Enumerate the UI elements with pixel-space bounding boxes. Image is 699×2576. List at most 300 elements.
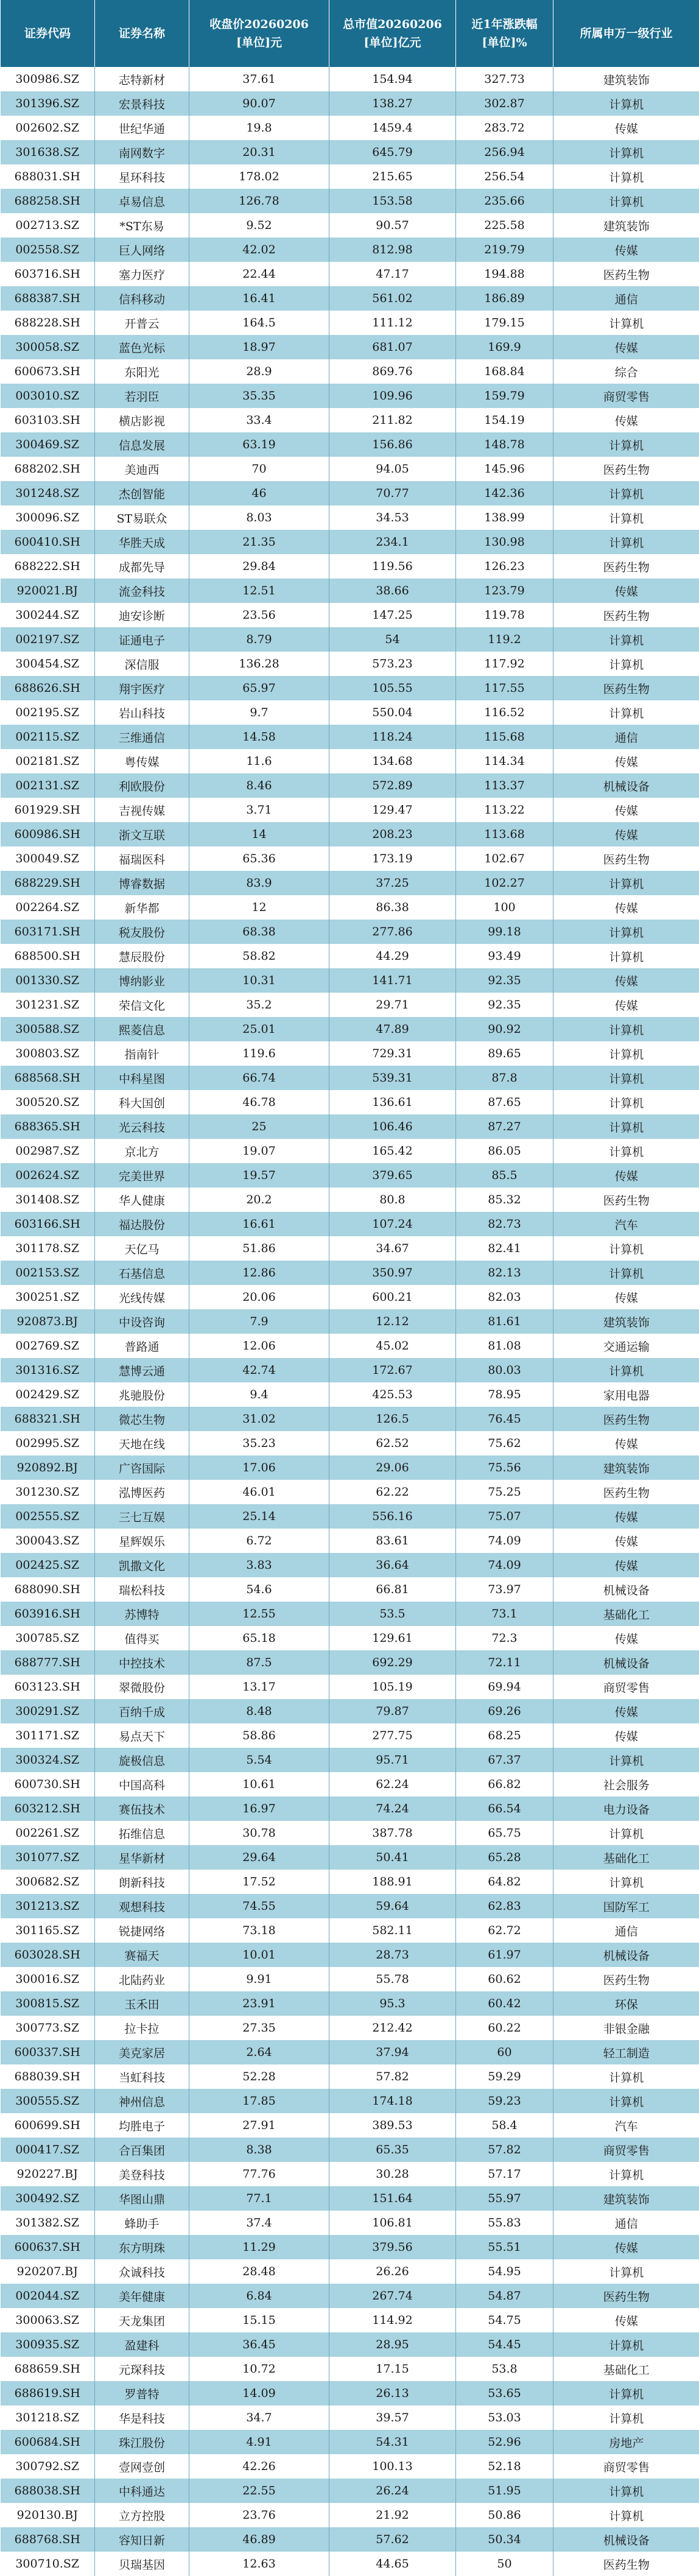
cell-industry: 医药生物 [553,262,699,286]
table-row [1,652,699,676]
table-row [1,2016,699,2040]
cell-market-cap: 561.02 [329,286,456,311]
cell-market-cap: 57.62 [329,2527,456,2552]
cell-name: 美登科技 [95,2162,189,2186]
cell-name: 巨人网络 [95,238,189,262]
cell-name: 福瑞医科 [95,846,189,871]
cell-market-cap: 34.53 [329,505,456,530]
table-row [1,1602,699,1626]
cell-industry: 传媒 [553,822,699,846]
cell-name: 当虹科技 [95,2064,189,2089]
cell-name: 赛福天 [95,1943,189,1967]
cell-industry: 建筑装饰 [553,1309,699,1334]
cell-price: 14.09 [189,2381,329,2405]
cell-code: 600337.SH [1,2040,95,2064]
cell-code: 300555.SZ [1,2089,95,2113]
cell-change: 74.09 [456,1529,553,1553]
cell-name: 翠微股份 [95,1675,189,1699]
cell-name: 粤传媒 [95,749,189,773]
cell-market-cap: 80.8 [329,1188,456,1212]
cell-change: 283.72 [456,116,553,140]
table-row [1,1626,699,1650]
cell-price: 8.79 [189,627,329,652]
cell-market-cap: 539.31 [329,1066,456,1090]
cell-code: 603103.SH [1,408,95,432]
table-row [1,1358,699,1382]
cell-code: 600684.SH [1,2430,95,2454]
cell-market-cap: 105.55 [329,676,456,700]
cell-market-cap: 141.71 [329,968,456,993]
cell-change: 148.78 [456,432,553,457]
cell-market-cap: 94.05 [329,457,456,481]
cell-code: 688365.SH [1,1114,95,1139]
table-row [1,1991,699,2016]
cell-name: 成都先导 [95,554,189,579]
cell-price: 8.48 [189,1699,329,1723]
cell-name: 凯撒文化 [95,1553,189,1577]
cell-change: 82.13 [456,1261,553,1285]
cell-industry: 计算机 [553,140,699,164]
cell-price: 20.31 [189,140,329,164]
cell-change: 86.05 [456,1139,553,1163]
cell-name: 若羽臣 [95,384,189,408]
cell-change: 72.11 [456,1650,553,1675]
table-row [1,1090,699,1114]
cell-name: 神州信息 [95,2089,189,2113]
cell-market-cap: 729.31 [329,1041,456,1066]
cell-price: 17.06 [189,1455,329,1480]
cell-code: 002264.SZ [1,895,95,920]
table-row [1,871,699,895]
cell-code: 002115.SZ [1,725,95,749]
cell-market-cap: 53.5 [329,1602,456,1626]
table-row [1,2259,699,2284]
header-change: 近1年涨跌幅 [单位]% [456,0,553,67]
cell-change: 69.94 [456,1675,553,1699]
cell-code: 002197.SZ [1,627,95,652]
cell-change: 168.84 [456,359,553,384]
cell-industry: 商贸零售 [553,2138,699,2162]
cell-price: 18.97 [189,335,329,359]
cell-price: 4.91 [189,2430,329,2454]
cell-industry: 计算机 [553,2089,699,2113]
header-code: 证券代码 [1,0,95,67]
cell-industry: 建筑装饰 [553,213,699,238]
cell-market-cap: 74.24 [329,1797,456,1821]
cell-code: 301638.SZ [1,140,95,164]
cell-code: 300588.SZ [1,1017,95,1041]
cell-industry: 社会服务 [553,1772,699,1797]
cell-code: 002769.SZ [1,1334,95,1358]
cell-name: 迪安诊断 [95,603,189,627]
table-row [1,311,699,335]
cell-industry: 传媒 [553,1529,699,1553]
cell-market-cap: 645.79 [329,140,456,164]
cell-price: 42.26 [189,2454,329,2479]
cell-name: 利欧股份 [95,773,189,798]
cell-industry: 计算机 [553,91,699,116]
cell-industry: 传媒 [553,1285,699,1309]
table-row [1,2405,699,2430]
cell-code: 300454.SZ [1,652,95,676]
cell-change: 119.78 [456,603,553,627]
cell-change: 75.62 [456,1431,553,1455]
cell-change: 53.8 [456,2357,553,2381]
cell-code: 301231.SZ [1,993,95,1017]
cell-industry: 传媒 [553,335,699,359]
cell-name: 翔宇医疗 [95,676,189,700]
cell-price: 9.7 [189,700,329,725]
table-row [1,1748,699,1772]
cell-code: 300935.SZ [1,2332,95,2357]
cell-name: 蜂助手 [95,2211,189,2235]
cell-code: 600673.SH [1,359,95,384]
cell-code: 688202.SH [1,457,95,481]
table-row [1,968,699,993]
cell-price: 46.78 [189,1090,329,1114]
table-row [1,1894,699,1918]
cell-change: 117.92 [456,652,553,676]
cell-industry: 计算机 [553,530,699,554]
cell-code: 603123.SH [1,1675,95,1699]
cell-price: 8.03 [189,505,329,530]
cell-code: 688228.SH [1,311,95,335]
cell-name: 广咨国际 [95,1455,189,1480]
cell-change: 74.09 [456,1553,553,1577]
cell-market-cap: 188.91 [329,1870,456,1894]
cell-market-cap: 211.82 [329,408,456,432]
cell-change: 66.54 [456,1797,553,1821]
table-row [1,67,699,91]
cell-price: 28.48 [189,2259,329,2284]
cell-market-cap: 29.06 [329,1455,456,1480]
cell-industry: 计算机 [553,2405,699,2430]
cell-name: 美克家居 [95,2040,189,2064]
cell-name: 百纳千成 [95,1699,189,1723]
cell-industry: 计算机 [553,505,699,530]
cell-industry: 医药生物 [553,2552,699,2576]
cell-industry: 传媒 [553,968,699,993]
cell-market-cap: 105.19 [329,1675,456,1699]
cell-industry: 建筑装饰 [553,1455,699,1480]
cell-change: 81.61 [456,1309,553,1334]
cell-name: 罗普特 [95,2381,189,2405]
table-row [1,359,699,384]
cell-name: 星辉娱乐 [95,1529,189,1553]
cell-change: 75.25 [456,1480,553,1504]
cell-change: 186.89 [456,286,553,311]
cell-name: 岩山科技 [95,700,189,725]
cell-change: 82.73 [456,1212,553,1236]
cell-price: 6.84 [189,2284,329,2308]
cell-change: 60 [456,2040,553,2064]
cell-change: 52.18 [456,2454,553,2479]
cell-code: 300291.SZ [1,1699,95,1723]
cell-market-cap: 173.19 [329,846,456,871]
cell-name: 中控技术 [95,1650,189,1675]
table-row [1,505,699,530]
cell-price: 12 [189,895,329,920]
cell-name: 南网数字 [95,140,189,164]
cell-price: 58.86 [189,1723,329,1748]
cell-code: 688768.SH [1,2527,95,2552]
cell-market-cap: 277.86 [329,920,456,944]
cell-market-cap: 153.58 [329,189,456,213]
cell-code: 603916.SH [1,1602,95,1626]
cell-name: 旋极信息 [95,1748,189,1772]
cell-industry: 计算机 [553,1236,699,1261]
cell-change: 130.98 [456,530,553,554]
cell-price: 16.61 [189,1212,329,1236]
cell-code: 688031.SH [1,164,95,189]
table-body [1,67,699,2576]
cell-price: 14 [189,822,329,846]
cell-industry: 医药生物 [553,1407,699,1431]
cell-market-cap: 147.25 [329,603,456,627]
cell-code: 002425.SZ [1,1553,95,1577]
cell-name: 朗新科技 [95,1870,189,1894]
cell-name: 横店影视 [95,408,189,432]
cell-industry: 医药生物 [553,603,699,627]
cell-change: 145.96 [456,457,553,481]
cell-industry: 非银金融 [553,2016,699,2040]
cell-market-cap: 36.64 [329,1553,456,1577]
cell-code: 600410.SH [1,530,95,554]
cell-market-cap: 29.71 [329,993,456,1017]
cell-price: 65.18 [189,1626,329,1650]
cell-industry: 传媒 [553,2308,699,2332]
cell-industry: 计算机 [553,2259,699,2284]
table-header [1,0,699,67]
cell-price: 5.54 [189,1748,329,1772]
cell-change: 81.08 [456,1334,553,1358]
cell-price: 37.61 [189,67,329,91]
cell-industry: 传媒 [553,1163,699,1188]
cell-code: 003010.SZ [1,384,95,408]
table-row [1,1212,699,1236]
cell-market-cap: 208.23 [329,822,456,846]
cell-industry: 房地产 [553,2430,699,2454]
cell-change: 75.56 [456,1455,553,1480]
cell-industry: 交通运输 [553,1334,699,1358]
cell-name: 华是科技 [95,2405,189,2430]
table-row [1,944,699,968]
cell-price: 66.74 [189,1066,329,1090]
cell-industry: 计算机 [553,652,699,676]
cell-price: 20.2 [189,1188,329,1212]
cell-change: 61.97 [456,1943,553,1967]
cell-industry: 机械设备 [553,1650,699,1675]
cell-price: 51.86 [189,1236,329,1261]
cell-name: 兆驰股份 [95,1382,189,1407]
cell-code: 920892.BJ [1,1455,95,1480]
cell-industry: 通信 [553,2211,699,2235]
cell-name: 杰创智能 [95,481,189,505]
cell-change: 194.88 [456,262,553,286]
cell-market-cap: 154.94 [329,67,456,91]
cell-market-cap: 86.38 [329,895,456,920]
cell-name: *ST东易 [95,213,189,238]
cell-price: 12.51 [189,579,329,603]
table-row [1,1480,699,1504]
table-row [1,1845,699,1870]
cell-market-cap: 37.25 [329,871,456,895]
cell-industry: 传媒 [553,1723,699,1748]
cell-name: 美年健康 [95,2284,189,2308]
cell-code: 300803.SZ [1,1041,95,1066]
table-row [1,2332,699,2357]
cell-code: 603716.SH [1,262,95,286]
cell-code: 688229.SH [1,871,95,895]
cell-code: 300096.SZ [1,505,95,530]
cell-price: 30.78 [189,1821,329,1845]
cell-change: 256.54 [456,164,553,189]
cell-change: 51.95 [456,2479,553,2503]
cell-market-cap: 215.65 [329,164,456,189]
cell-industry: 基础化工 [553,2357,699,2381]
table-row [1,1797,699,1821]
cell-industry: 医药生物 [553,554,699,579]
table-row [1,2552,699,2576]
cell-market-cap: 109.96 [329,384,456,408]
cell-market-cap: 111.12 [329,311,456,335]
cell-market-cap: 62.24 [329,1772,456,1797]
cell-price: 63.19 [189,432,329,457]
table-row [1,798,699,822]
cell-industry: 传媒 [553,408,699,432]
cell-code: 300815.SZ [1,1991,95,2016]
cell-price: 34.7 [189,2405,329,2430]
cell-industry: 计算机 [553,2381,699,2405]
cell-change: 62.72 [456,1918,553,1943]
cell-market-cap: 572.89 [329,773,456,798]
cell-code: 920227.BJ [1,2162,95,2186]
cell-name: 宏景科技 [95,91,189,116]
cell-industry: 计算机 [553,2503,699,2527]
cell-market-cap: 39.57 [329,2405,456,2430]
cell-industry: 传媒 [553,1553,699,1577]
cell-industry: 基础化工 [553,1602,699,1626]
cell-change: 59.29 [456,2064,553,2089]
cell-industry: 商贸零售 [553,384,699,408]
table-row [1,1821,699,1845]
table-row [1,1188,699,1212]
cell-market-cap: 425.53 [329,1382,456,1407]
cell-industry: 计算机 [553,432,699,457]
cell-market-cap: 47.17 [329,262,456,286]
cell-industry: 计算机 [553,627,699,652]
cell-name: 指南针 [95,1041,189,1066]
cell-industry: 计算机 [553,1066,699,1090]
cell-market-cap: 129.47 [329,798,456,822]
cell-price: 13.17 [189,1675,329,1699]
cell-market-cap: 100.13 [329,2454,456,2479]
cell-industry: 传媒 [553,1699,699,1723]
cell-name: 博睿数据 [95,871,189,895]
table-row [1,2357,699,2381]
cell-price: 10.01 [189,1943,329,1967]
cell-market-cap: 54.31 [329,2430,456,2454]
cell-industry: 计算机 [553,1358,699,1382]
table-row [1,627,699,652]
cell-name: 贝瑞基因 [95,2552,189,2576]
table-row [1,725,699,749]
cell-industry: 传媒 [553,749,699,773]
cell-code: 301248.SZ [1,481,95,505]
table-row [1,116,699,140]
cell-name: 完美世界 [95,1163,189,1188]
cell-price: 65.97 [189,676,329,700]
cell-name: 三维通信 [95,725,189,749]
cell-code: 001330.SZ [1,968,95,993]
table-row [1,1650,699,1675]
cell-change: 126.23 [456,554,553,579]
cell-price: 23.91 [189,1991,329,2016]
cell-price: 3.83 [189,1553,329,1577]
cell-name: 开普云 [95,311,189,335]
cell-price: 31.02 [189,1407,329,1431]
cell-market-cap: 389.53 [329,2113,456,2138]
cell-market-cap: 277.75 [329,1723,456,1748]
cell-industry: 机械设备 [553,2527,699,2552]
cell-market-cap: 38.66 [329,579,456,603]
cell-price: 35.35 [189,384,329,408]
cell-price: 6.72 [189,1529,329,1553]
table-row [1,1504,699,1529]
cell-price: 37.4 [189,2211,329,2235]
cell-change: 92.35 [456,993,553,1017]
cell-industry: 建筑装饰 [553,67,699,91]
cell-name: 中设咨询 [95,1309,189,1334]
cell-name: 普路通 [95,1334,189,1358]
table-row [1,749,699,773]
cell-price: 42.02 [189,238,329,262]
table-row [1,1431,699,1455]
cell-price: 52.28 [189,2064,329,2089]
cell-market-cap: 165.42 [329,1139,456,1163]
cell-name: 熙菱信息 [95,1017,189,1041]
cell-code: 688039.SH [1,2064,95,2089]
cell-name: 立方控股 [95,2503,189,2527]
header-row [1,0,699,67]
cell-industry: 传媒 [553,579,699,603]
cell-change: 85.5 [456,1163,553,1188]
cell-industry: 计算机 [553,2162,699,2186]
cell-market-cap: 62.52 [329,1431,456,1455]
cell-name: 科大国创 [95,1090,189,1114]
cell-industry: 传媒 [553,2235,699,2259]
cell-name: 天亿马 [95,1236,189,1261]
cell-market-cap: 70.77 [329,481,456,505]
cell-industry: 传媒 [553,1626,699,1650]
cell-market-cap: 55.78 [329,1967,456,1991]
table-row [1,335,699,359]
cell-price: 19.57 [189,1163,329,1188]
table-row [1,2454,699,2479]
cell-code: 002555.SZ [1,1504,95,1529]
cell-price: 12.55 [189,1602,329,1626]
cell-code: 300682.SZ [1,1870,95,1894]
table-row [1,1675,699,1699]
table-row [1,1699,699,1723]
cell-change: 55.97 [456,2186,553,2211]
table-row [1,408,699,432]
cell-industry: 计算机 [553,481,699,505]
cell-code: 300043.SZ [1,1529,95,1553]
table-row [1,1943,699,1967]
cell-code: 301165.SZ [1,1918,95,1943]
table-row [1,822,699,846]
